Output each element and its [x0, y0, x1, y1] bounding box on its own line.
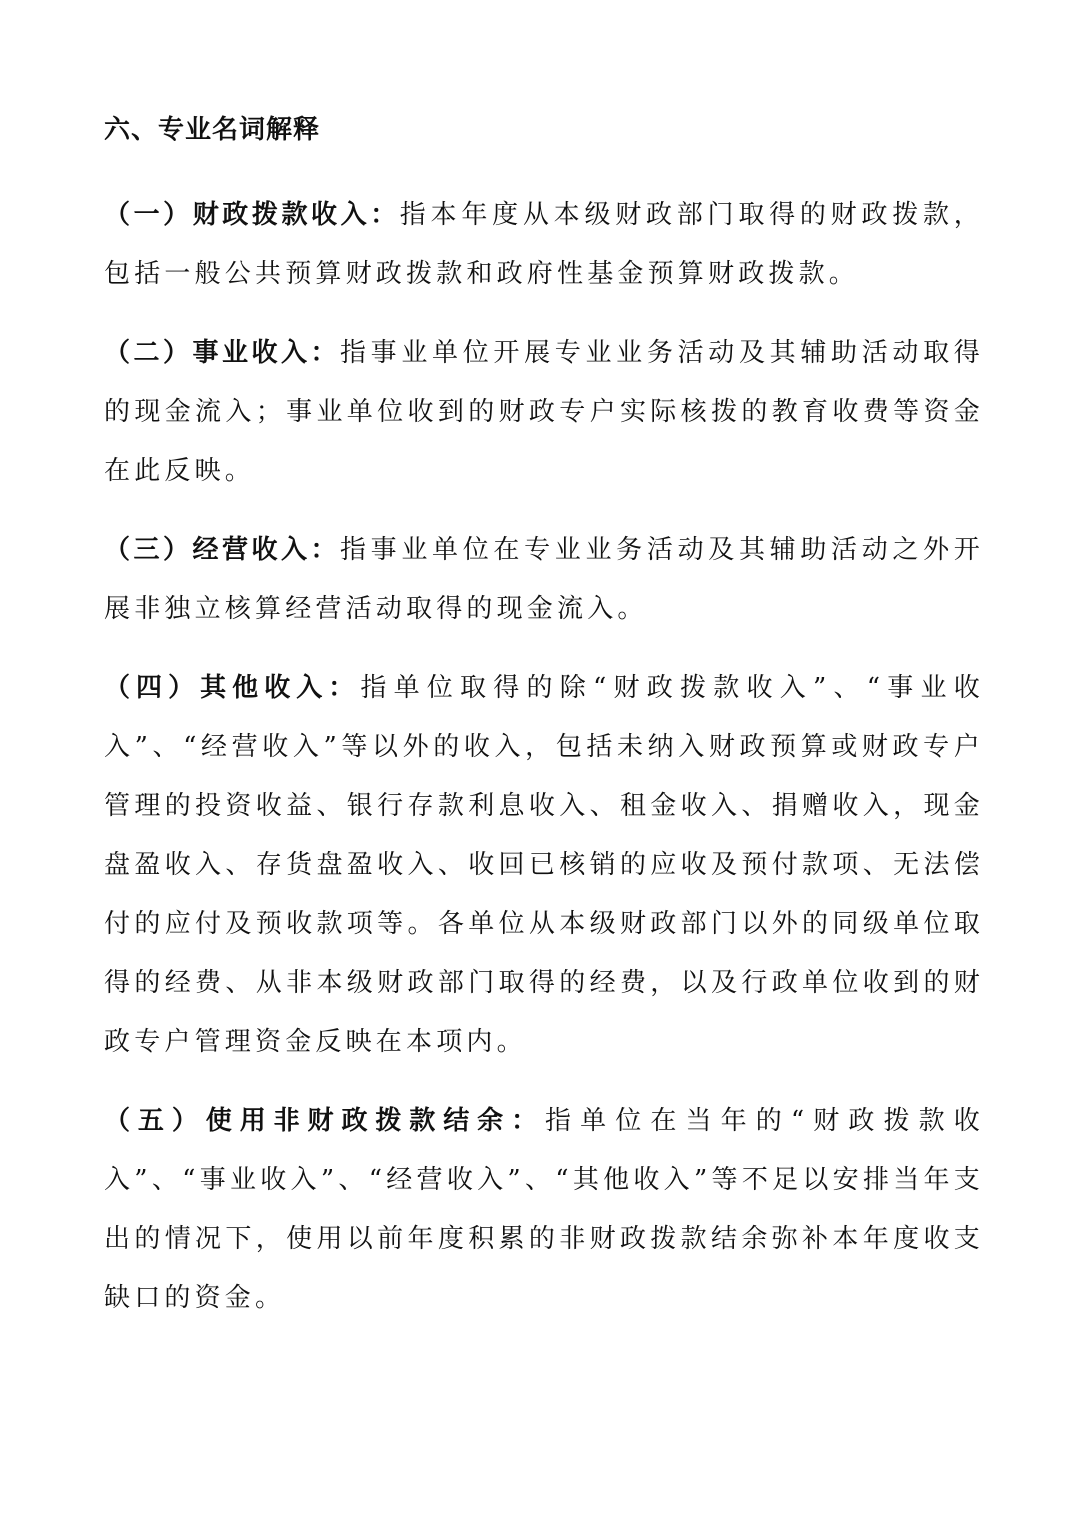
definition-paragraph-3 — [104, 521, 984, 639]
term-label: （四）其他收入： — [104, 673, 361, 703]
section-title: 六、专业名词解释 — [104, 115, 321, 145]
definition-paragraph-4 — [104, 659, 984, 1072]
term-label: （五）使用非财政拨款结余： — [104, 1106, 546, 1136]
term-definition: 指单位在当年的“财政拨款收入”、“事业收入”、“经营收入”、“其他收入”等不足以安排当年支出的情况下，使用以前年度积累的非财政拨款结余弥补本年度收支缺口的资金。 — [104, 1106, 984, 1313]
definition-paragraph-1 — [104, 186, 984, 304]
term-definition: 指本年度从本级财政部门取得的财政拨款，包括一般公共预算财政拨款和政府性基金预算财政拨款。 — [104, 200, 984, 289]
term-label: （一）财政拨款收入： — [104, 200, 400, 230]
document-page — [104, 110, 984, 1348]
definition-paragraph-2 — [104, 324, 984, 501]
definition-paragraph-5 — [104, 1092, 984, 1328]
term-definition: 指事业单位开展专业业务活动及其辅助活动取得的现金流入；事业单位收到的财政专户实际核拨的教育收费等资金在此反映。 — [104, 338, 984, 486]
term-definition: 指单位取得的除“财政拨款收入”、“事业收入”、“经营收入”等以外的收入，包括未纳入财政预算或财政专户管理的投资收益、银行存款利息收入、租金收入、捐赠收入，现金盘盈收入、存货盘盈收入、收回已核销的应收及预付款项、无法偿付的应付及预收款项等。各单位从本级财政部门以外的同级单位取得的经费、从非本级财政部门取得的经费，以及行政单位收到的财政专户管理资金反映在本项内。 — [104, 673, 984, 1057]
term-label: （二）事业收入： — [104, 338, 340, 368]
term-definition: 指事业单位在专业业务活动及其辅助活动之外开展非独立核算经营活动取得的现金流入。 — [104, 535, 984, 624]
term-label: （三）经营收入： — [104, 535, 340, 565]
